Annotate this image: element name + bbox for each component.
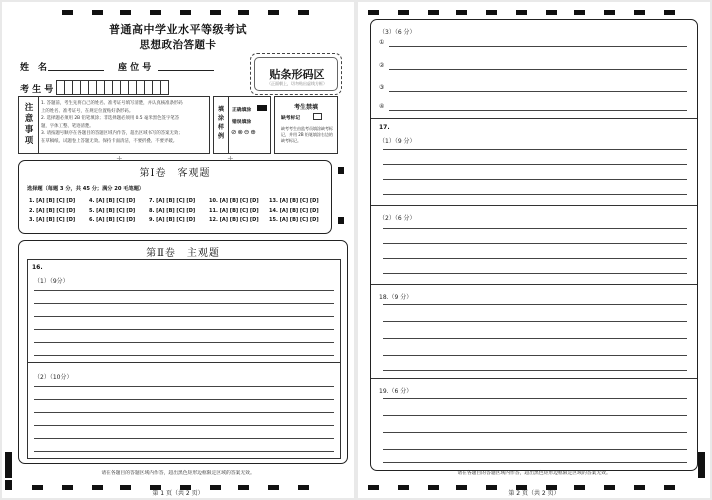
fill-example-label: 填 涂 样 例 — [218, 106, 225, 140]
name-label: 姓 名 — [20, 63, 48, 73]
answer-line — [34, 303, 334, 304]
note-line: 上的姓名、准考证号，在规定位置贴好条形码。 — [41, 108, 134, 114]
answer-line — [389, 110, 687, 111]
answer-line — [389, 69, 687, 70]
wrong-fill-samples — [231, 128, 257, 136]
answer-line — [383, 338, 687, 339]
q18-label: 18.（9 分） — [379, 294, 413, 301]
absent-label: 缺考标记 — [281, 116, 301, 121]
answer-area-warning: 请在各题目的答题区域内作答，超出黑色矩形边框限定区域的答案无效。 — [101, 471, 255, 476]
answer-line — [383, 179, 687, 180]
timing-mark — [210, 10, 221, 15]
q17-part1-label: （1）（9 分） — [379, 138, 416, 145]
page-footer: 第 2 页（共 2 页） — [508, 490, 560, 497]
answer-line — [34, 451, 334, 452]
question-number: 16. — [32, 264, 43, 271]
note-line: 3. 请按题号顺序在各题目的答题区域内作答，超出区域书写的答案无效； — [41, 131, 183, 137]
answer-frame — [370, 19, 698, 471]
choice-item[interactable]: 1. [A] [B] [C] [D] — [29, 198, 76, 204]
answer-line — [34, 290, 334, 291]
choice-item[interactable]: 12. [A] [B] [C] [D] — [209, 217, 259, 223]
timing-mark — [120, 10, 131, 15]
choice-item[interactable]: 6. [A] [B] [C] [D] — [89, 217, 136, 223]
seat-field[interactable] — [158, 60, 214, 71]
notes-box — [18, 96, 210, 154]
timing-mark — [62, 10, 73, 15]
answer-line — [34, 329, 334, 330]
correct-fill-label: 正确填涂 — [232, 108, 252, 113]
answer-line — [34, 342, 334, 343]
timing-mark — [456, 10, 467, 15]
q16-part3-label: （3）（6 分） — [379, 29, 416, 36]
choice-item[interactable]: 15. [A] [B] [C] [D] — [269, 217, 319, 223]
barcode-note: （正面朝上，切勿贴出虚线方框） — [267, 81, 327, 86]
choice-row — [29, 216, 329, 226]
q16-part2-label: （2）（10分） — [34, 374, 73, 381]
wrong-fill-label: 错误填涂 — [232, 120, 252, 125]
barcode-title: 贴条形码区 — [269, 68, 325, 81]
choice-item[interactable]: 3. [A] [B] [C] [D] — [29, 217, 76, 223]
q17-part2-label: （2）（6 分） — [379, 215, 416, 222]
answer-line — [383, 415, 687, 416]
sub-mark: ④ — [379, 103, 385, 110]
page-footer: 第 1 页（共 2 页） — [152, 490, 204, 497]
choice-item[interactable]: 9. [A] [B] [C] [D] — [149, 217, 196, 223]
section-subjective-title: 第Ⅱ卷 主观题 — [146, 248, 220, 259]
answer-line — [383, 258, 687, 259]
timing-mark — [338, 217, 344, 224]
answer-line — [383, 228, 687, 229]
exam-title: 普通高中学业水平等级考试 — [109, 23, 247, 36]
timing-mark — [664, 10, 675, 15]
absent-checkbox[interactable] — [313, 113, 322, 120]
answer-line — [389, 46, 687, 47]
exam-no-cell[interactable] — [160, 80, 169, 95]
answer-line — [389, 91, 687, 92]
choice-item[interactable]: 11. [A] [B] [C] [D] — [209, 207, 259, 214]
answer-line — [34, 316, 334, 317]
timing-mark — [634, 10, 645, 15]
answer-line — [383, 432, 687, 433]
choice-item[interactable]: 14. [A] [B] [C] [D] — [269, 207, 319, 214]
seat-label: 座 位 号 — [118, 63, 152, 73]
answer-area-page2[interactable] — [377, 24, 691, 466]
answer-line — [383, 243, 687, 244]
sheet-subtitle: 思想政治答题卡 — [139, 39, 217, 51]
correct-fill-sample — [257, 105, 267, 111]
sub-mark: ③ — [379, 84, 385, 91]
timing-mark — [516, 10, 527, 15]
choice-row — [29, 207, 329, 217]
absent-box — [274, 96, 338, 154]
section-objective-title: 第Ⅰ卷 客观题 — [139, 168, 211, 179]
answer-line — [383, 164, 687, 165]
choice-item[interactable]: 10. [A] [B] [C] [D] — [209, 198, 259, 204]
choice-item[interactable]: 13. [A] [B] [C] [D] — [269, 198, 319, 204]
wrong-mark: ⊖ — [243, 128, 251, 136]
divider — [28, 362, 340, 363]
answer-line — [383, 194, 687, 195]
barcode-area — [250, 53, 342, 95]
note-line: 在草稿纸、试题卷上答题无效。保持卡面清洁，不要折叠、不要弄破。 — [41, 138, 178, 144]
section-subjective — [18, 240, 348, 464]
answer-line — [383, 321, 687, 322]
answer-area-warning: 请在各题目的答题区域内作答，超出黑色矩形边框限定区域的答案无效。 — [457, 471, 611, 476]
exam-no-grid[interactable] — [56, 80, 168, 95]
exam-no-label: 考 生 号 — [20, 85, 54, 95]
choice-row — [29, 197, 329, 207]
timing-mark — [604, 10, 615, 15]
question-number: 17. — [379, 124, 390, 131]
choice-item[interactable]: 8. [A] [B] [C] [D] — [149, 207, 196, 214]
sub-mark: ② — [379, 62, 385, 69]
notes-heading: 注 意 事 项 — [24, 103, 34, 146]
choice-instructions: 选择题（每题 3 分，共 45 分；满分 20 毛笔题） — [27, 186, 145, 192]
answer-sheet-page-1 — [2, 2, 354, 498]
answer-line — [34, 412, 334, 413]
name-field[interactable] — [48, 60, 104, 71]
answer-line — [383, 462, 687, 463]
q19-label: 19.（6 分） — [379, 388, 413, 395]
divider — [371, 284, 697, 285]
answer-line — [383, 304, 687, 305]
answer-line — [34, 386, 334, 387]
q16-part1-label: （1）（9分） — [34, 278, 69, 285]
timing-mark — [298, 10, 309, 15]
note-line: 题，字体工整、笔迹清楚。 — [41, 123, 94, 129]
wrong-mark: ⊕ — [250, 128, 257, 136]
absent-title: 考生禁填 — [293, 104, 318, 111]
answer-line — [34, 399, 334, 400]
timing-mark — [574, 10, 585, 15]
wrong-mark: ⊘ — [231, 128, 238, 136]
answer-area-q16[interactable] — [27, 259, 341, 459]
answer-sheet-page-2 — [358, 2, 710, 498]
answer-line — [383, 149, 687, 150]
timing-mark — [338, 167, 344, 174]
choice-item[interactable]: 4. [A] [B] [C] [D] — [89, 198, 136, 204]
notes-list — [41, 100, 209, 146]
timing-mark — [398, 10, 409, 15]
timing-mark — [486, 10, 497, 15]
wrong-mark: ⊗ — [237, 128, 244, 136]
answer-line — [383, 355, 687, 356]
timing-mark — [92, 10, 103, 15]
timing-mark — [546, 10, 557, 15]
answer-line — [383, 398, 687, 399]
timing-mark — [368, 10, 379, 15]
divider — [371, 205, 697, 206]
note-line: 2. 选择题必须用 2B 铅笔填涂；非选择题必须用 0.5 毫米黑色签字笔答 — [41, 116, 180, 122]
answer-line — [383, 449, 687, 450]
note-line: 1. 答题前，考生先将自己的姓名、准考证号填写清楚，并认真核准条形码 — [41, 101, 183, 106]
answer-line — [383, 370, 687, 371]
answer-line — [34, 425, 334, 426]
answer-line — [34, 438, 334, 439]
answer-line — [383, 273, 687, 274]
answer-line — [34, 355, 334, 356]
choice-item[interactable]: 5. [A] [B] [C] [D] — [89, 207, 136, 214]
timing-mark — [150, 10, 161, 15]
choice-item[interactable]: 7. [A] [B] [C] [D] — [149, 198, 196, 204]
timing-mark — [428, 10, 439, 15]
choice-item[interactable]: 2. [A] [B] [C] [D] — [29, 207, 76, 214]
fill-example-box — [213, 96, 271, 154]
timing-mark — [238, 10, 249, 15]
sub-mark: ① — [379, 39, 385, 46]
divider — [371, 118, 697, 119]
divider — [371, 378, 697, 379]
absent-note: 缺考考生由监考员填涂缺考标记，并用 2B 铅笔填涂右边的缺考标记。 — [281, 126, 333, 143]
plus-icon: + — [227, 154, 234, 163]
timing-mark — [180, 10, 191, 15]
timing-mark — [268, 10, 279, 15]
section-objective — [18, 160, 332, 234]
choice-grid — [29, 197, 329, 226]
plus-icon: + — [116, 154, 123, 163]
